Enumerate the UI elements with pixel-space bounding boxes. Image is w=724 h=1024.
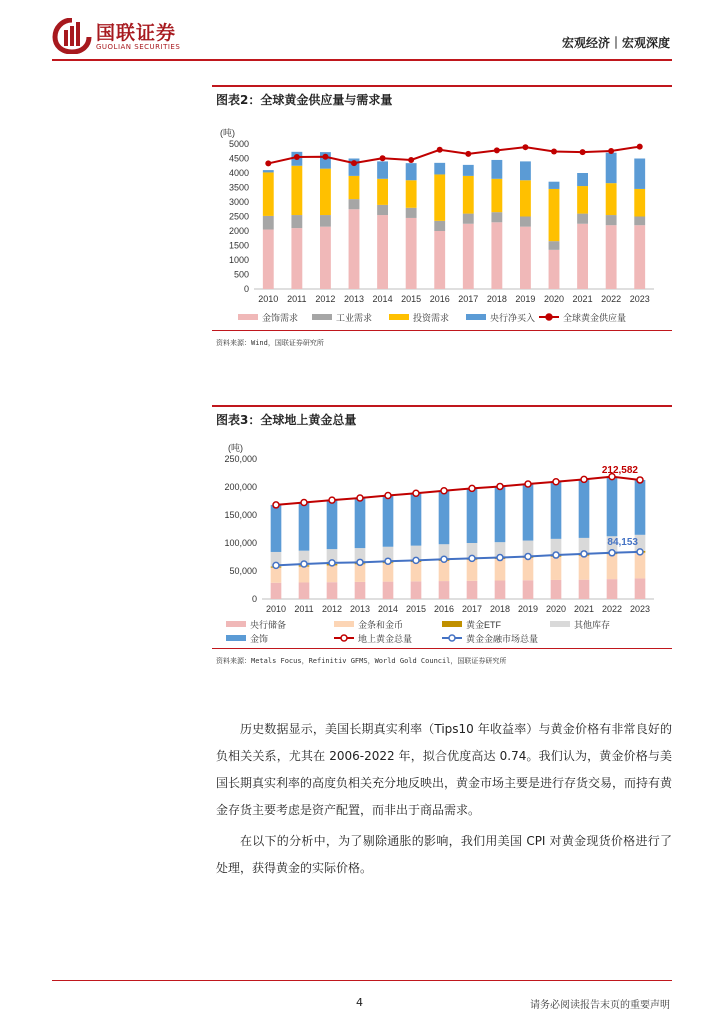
bar-segment	[349, 209, 360, 289]
bar-segment	[491, 179, 502, 212]
bar-segment	[439, 581, 450, 599]
bar-segment	[411, 562, 422, 581]
line-point	[441, 556, 447, 562]
bar-segment	[634, 159, 645, 189]
line-point	[441, 488, 447, 494]
bar-segment	[577, 186, 588, 214]
legend-label: 工业需求	[336, 313, 373, 323]
bar-segment	[439, 491, 450, 544]
x-tick-label: 2010	[265, 604, 287, 614]
bar-segment	[523, 558, 534, 580]
bar-segment	[434, 221, 445, 231]
x-tick-label: 2011	[287, 294, 307, 304]
y-tick-label: 150,000	[224, 510, 257, 520]
legend-swatch	[341, 635, 347, 641]
bar-segment	[263, 170, 274, 172]
body-paragraph: 在以下的分析中，为了剔除通胀的影响，我们用美国 CPI 对黄金现货价格进行了处理，获得黄金的实际价格。	[216, 834, 672, 875]
line-point	[413, 490, 419, 496]
legend-swatch	[546, 314, 552, 320]
bar-segment	[577, 224, 588, 289]
bar-segment	[383, 582, 394, 599]
y-tick-label: 1000	[228, 255, 249, 265]
legend-label: 黄金金融市场总量	[466, 634, 539, 644]
line-point	[553, 552, 559, 558]
x-tick-label: 2016	[433, 604, 455, 614]
bar-segment	[607, 554, 618, 579]
x-tick-label: 2021	[572, 294, 593, 304]
bar-segment	[434, 163, 445, 175]
x-tick-label: 2019	[515, 294, 536, 304]
body-paragraph: 历史数据显示，美国长期真实利率（Tips10 年收益率）与黄金价格有非常良好的负相关关系，尤其在 2006-2022 年，拟合优度高达 0.74。我们认为，黄金价格与美国长期真实利率的高度负相关充分地反映出，黄金市场主要是进行存货交易，而持有黄金存货主要考虑是资产配置，而非出于商品需求。	[216, 722, 673, 817]
line-point	[551, 149, 557, 155]
bar-segment	[271, 568, 282, 583]
bar-segment	[383, 496, 394, 547]
bar-segment	[579, 479, 590, 538]
legend-label: 地上黄金总量	[358, 634, 413, 644]
bar-segment	[463, 224, 474, 289]
bar-segment	[549, 189, 560, 241]
data-label: 212,582	[601, 464, 638, 476]
bar-segment	[635, 553, 646, 579]
x-tick-label: 2017	[461, 604, 483, 614]
line-point	[581, 551, 587, 557]
y-axis-unit: (吨)	[228, 443, 243, 453]
bar-segment	[520, 217, 531, 227]
line-point	[408, 157, 414, 163]
bar-segment	[577, 173, 588, 186]
bar-segment	[349, 199, 360, 209]
figure-top-rule	[212, 405, 672, 407]
bar-segment	[491, 160, 502, 179]
legend-swatch	[226, 635, 246, 641]
x-tick-label: 2015	[401, 294, 422, 304]
bar-segment	[520, 227, 531, 289]
bar-segment	[406, 180, 417, 208]
bar-segment	[463, 176, 474, 214]
y-tick-label: 250,000	[224, 454, 257, 464]
figure-2-chart	[212, 114, 672, 328]
y-axis-unit: (吨)	[220, 128, 235, 138]
bar-segment	[551, 580, 562, 599]
line-point	[301, 500, 307, 506]
bar-segment	[383, 563, 394, 581]
logo-text-cn: 国联证券	[96, 22, 177, 44]
y-tick-label: 500	[233, 269, 249, 280]
x-tick-label: 2016	[429, 294, 450, 304]
bar-segment	[406, 208, 417, 218]
line-point	[385, 558, 391, 564]
bar-segment	[299, 567, 310, 583]
legend-swatch	[312, 314, 332, 320]
x-tick-label: 2022	[601, 294, 622, 304]
bar-segment	[606, 153, 617, 183]
legend-swatch	[550, 621, 570, 627]
y-tick-label: 1500	[228, 240, 249, 251]
bar-segment	[606, 215, 617, 225]
line-point	[637, 549, 643, 555]
line-point	[329, 560, 335, 566]
bar-segment	[377, 215, 388, 289]
line-point	[357, 559, 363, 565]
legend-label: 金饰	[250, 634, 269, 644]
line-point	[329, 497, 335, 503]
y-tick-label: 2000	[228, 226, 249, 236]
x-tick-label: 2012	[315, 294, 336, 304]
bar-segment	[406, 163, 417, 180]
line-point	[465, 151, 471, 157]
x-tick-label: 2012	[321, 604, 343, 614]
x-tick-label: 2023	[629, 604, 651, 614]
bar-segment	[411, 581, 422, 599]
header-divider	[52, 59, 672, 61]
bar-segment	[263, 172, 274, 216]
figure-3-title: 图表3：全球地上黄金总量	[216, 413, 357, 427]
legend-swatch	[226, 621, 246, 627]
footer-divider	[52, 980, 672, 981]
line-point	[265, 160, 271, 166]
section-title: 宏观经济｜宏观深度	[561, 36, 670, 50]
logo-text-en: GUOLIAN SECURITIES	[96, 43, 181, 51]
x-tick-label: 2010	[258, 294, 279, 304]
x-tick-label: 2017	[458, 294, 479, 304]
line-point	[301, 561, 307, 567]
bar-segment	[634, 217, 645, 226]
line-point	[273, 502, 279, 508]
bar-segment	[549, 241, 560, 250]
bar-segment	[551, 482, 562, 539]
y-tick-label: 3000	[228, 197, 249, 207]
figure-3-chart	[212, 434, 672, 646]
line-point	[494, 147, 500, 153]
bar-segment	[299, 582, 310, 599]
line-point	[637, 477, 643, 483]
x-tick-label: 2018	[489, 604, 511, 614]
y-tick-label: 100,000	[224, 538, 257, 548]
bar-segment	[439, 561, 450, 581]
y-tick-label: 2500	[228, 211, 249, 222]
x-tick-label: 2015	[405, 604, 427, 614]
y-tick-label: 0	[243, 284, 249, 294]
x-tick-label: 2013	[343, 294, 365, 304]
bar-segment	[299, 503, 310, 551]
bar-segment	[463, 214, 474, 224]
bar-segment	[495, 581, 506, 599]
bar-segment	[607, 477, 618, 537]
line-point	[609, 550, 615, 556]
bar-segment	[320, 227, 331, 289]
bar-segment	[634, 189, 645, 217]
bar-segment	[467, 488, 478, 543]
figure-2-title: 图表2：全球黄金供应量与需求量	[216, 93, 393, 107]
line-point	[553, 479, 559, 485]
line-point	[351, 160, 357, 166]
line-point	[380, 155, 386, 161]
x-tick-label: 2013	[349, 604, 371, 614]
y-tick-label: 200,000	[224, 482, 257, 492]
legend-swatch	[449, 635, 455, 641]
x-tick-label: 2020	[543, 294, 565, 304]
bar-segment	[495, 559, 506, 581]
disclaimer-note: 请务必阅读报告末页的重要声明	[530, 1000, 670, 1011]
bar-segment	[634, 225, 645, 289]
x-tick-label: 2020	[545, 604, 567, 614]
line-point	[497, 483, 503, 489]
x-tick-label: 2011	[294, 604, 314, 614]
bar-segment	[463, 165, 474, 176]
bar-segment	[377, 161, 388, 178]
line-point	[413, 557, 419, 563]
y-tick-label: 50,000	[229, 566, 257, 576]
line-point	[637, 144, 643, 150]
company-logo-icon	[52, 18, 92, 54]
line-point	[608, 148, 614, 154]
bar-segment	[549, 182, 560, 189]
line-point	[357, 495, 363, 501]
legend-swatch	[466, 314, 486, 320]
bar-segment	[291, 166, 302, 215]
bar-segment	[271, 505, 282, 552]
figure-bottom-rule	[212, 330, 672, 331]
figure-top-rule	[212, 85, 672, 87]
legend-label: 黄金ETF	[466, 620, 501, 630]
bar-segment	[406, 218, 417, 289]
bar-segment	[635, 480, 646, 535]
line-point	[273, 562, 279, 568]
line-point	[385, 493, 391, 499]
bar-segment	[523, 484, 534, 541]
bar-segment	[291, 228, 302, 289]
y-tick-label: 0	[251, 594, 257, 604]
bar-segment	[327, 582, 338, 599]
bar-segment	[349, 176, 360, 199]
legend-swatch	[334, 621, 354, 627]
bar-segment	[520, 180, 531, 216]
bar-segment	[606, 225, 617, 289]
bar-segment	[327, 500, 338, 549]
bar-segment	[291, 215, 302, 228]
line-point	[522, 144, 528, 150]
bar-segment	[467, 581, 478, 599]
legend-label: 投资需求	[413, 313, 450, 323]
line-point	[525, 481, 531, 487]
line-point	[469, 555, 475, 561]
data-label: 84,153	[607, 536, 638, 548]
legend-label: 央行净买入	[490, 313, 536, 323]
figure-2-source: 资料来源：Wind，国联证券研究所	[216, 339, 324, 347]
bar-segment	[491, 222, 502, 289]
line-point	[580, 149, 586, 155]
bar-segment	[467, 560, 478, 581]
line-point	[437, 147, 443, 153]
legend-swatch	[389, 314, 409, 320]
bar-segment	[320, 169, 331, 215]
bar-segment	[606, 183, 617, 215]
bar-segment	[434, 231, 445, 289]
bar-segment	[549, 250, 560, 289]
legend-label: 金饰需求	[262, 313, 299, 323]
bar-segment	[579, 580, 590, 599]
bar-segment	[577, 214, 588, 224]
page-number: 4	[356, 996, 363, 1009]
line-point	[294, 154, 300, 160]
y-tick-label: 3500	[228, 182, 249, 193]
figure-bottom-rule	[212, 648, 672, 649]
bar-segment	[495, 486, 506, 542]
bar-segment	[320, 215, 331, 227]
legend-swatch	[238, 314, 258, 320]
bar-segment	[327, 565, 338, 582]
line-point	[322, 154, 328, 160]
bar-segment	[523, 580, 534, 599]
bar-segment	[635, 578, 646, 599]
line-point	[497, 555, 503, 561]
x-tick-label: 2014	[377, 604, 399, 614]
legend-label: 其他库存	[574, 620, 611, 630]
x-tick-label: 2022	[601, 604, 623, 614]
bar-segment	[520, 161, 531, 180]
bar-segment	[491, 212, 502, 222]
x-tick-label: 2018	[486, 294, 507, 304]
bar-segment	[411, 493, 422, 545]
legend-swatch	[442, 621, 462, 627]
bar-segment	[377, 179, 388, 205]
legend-label: 全球黄金供应量	[563, 313, 627, 323]
line-point	[525, 553, 531, 559]
y-tick-label: 5000	[228, 139, 249, 149]
bar-segment	[355, 498, 366, 548]
bar-segment	[271, 583, 282, 599]
x-tick-label: 2019	[517, 604, 539, 614]
y-tick-label: 4500	[228, 153, 249, 164]
bar-segment	[263, 216, 274, 230]
bar-segment	[579, 556, 590, 580]
bar-segment	[263, 230, 274, 289]
bar-segment	[377, 205, 388, 215]
bar-segment	[551, 557, 562, 580]
figure-3-source: 资料来源：Metals Focus，Refinitiv GFMS，World Gold Council，国联证券研究所	[216, 657, 507, 665]
line-point	[469, 485, 475, 491]
y-tick-label: 4000	[228, 168, 249, 178]
bar-segment	[434, 174, 445, 220]
bar-segment	[355, 564, 366, 582]
legend-label: 金条和金币	[358, 620, 404, 630]
line-point	[581, 476, 587, 482]
x-tick-label: 2023	[629, 294, 650, 304]
legend-label: 央行储备	[250, 620, 287, 630]
bar-segment	[355, 582, 366, 599]
x-tick-label: 2021	[573, 604, 595, 614]
x-tick-label: 2014	[372, 294, 393, 304]
bar-segment	[607, 579, 618, 599]
